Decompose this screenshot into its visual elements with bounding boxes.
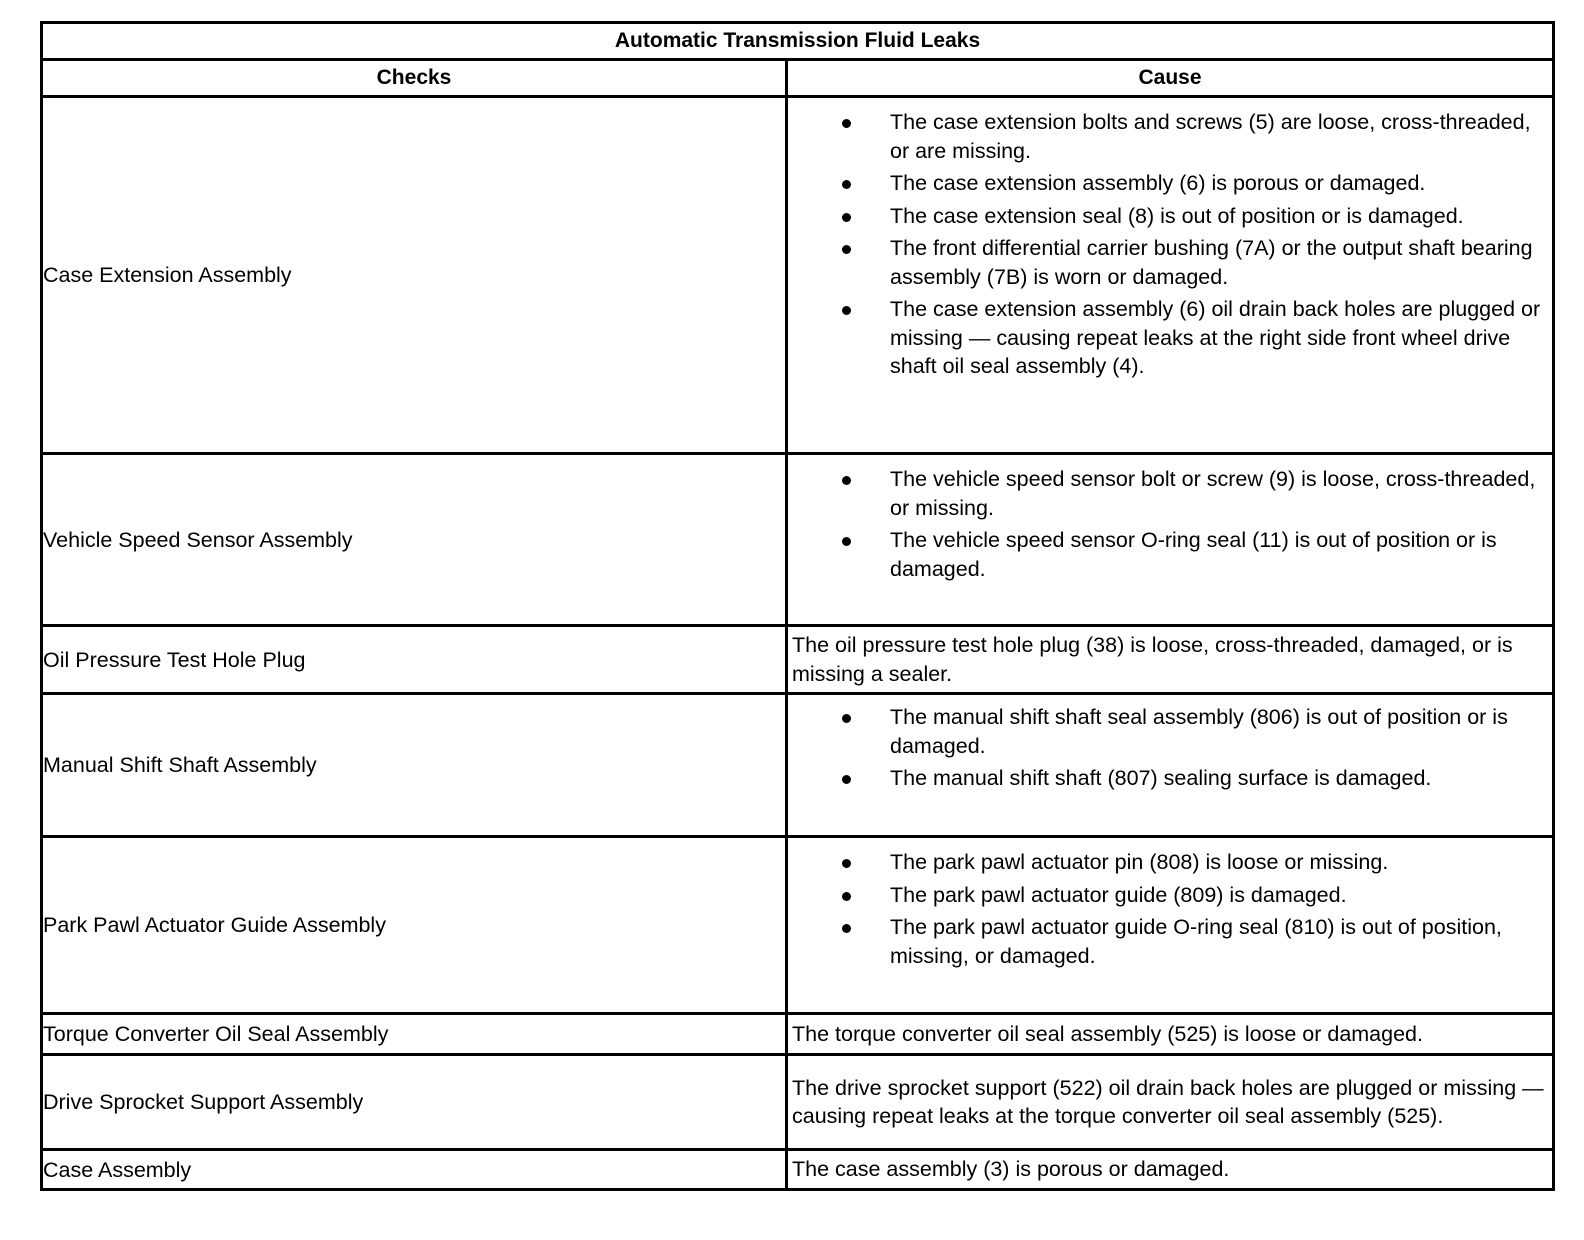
cause-item: The case extension bolts and screws (5) are loose, cross-threaded, or are missing. — [788, 108, 1552, 165]
bullet-icon — [842, 119, 851, 128]
fluid-leaks-table — [40, 21, 1555, 1191]
check-cell: Manual Shift Shaft Assembly — [42, 694, 787, 837]
table-title: Automatic Transmission Fluid Leaks — [42, 23, 1554, 60]
cause-cell: The case assembly (3) is porous or damaged. — [787, 1150, 1554, 1190]
cause-cell: The drive sprocket support (522) oil drain back holes are plugged or missing — causing repeat leaks at the torque converter oil seal assembly (525). — [787, 1055, 1554, 1150]
cause-item: The park pawl actuator guide O-ring seal (810) is out of position, missing, or damaged. — [788, 913, 1552, 970]
bullet-icon — [842, 714, 851, 723]
cause-item: The case extension seal (8) is out of position or is damaged. — [788, 202, 1552, 231]
table-row — [42, 454, 1554, 626]
check-cell: Drive Sprocket Support Assembly — [42, 1055, 787, 1150]
cause-item: The park pawl actuator guide (809) is damaged. — [788, 881, 1552, 910]
bullet-icon — [842, 892, 851, 901]
cause-list — [788, 703, 1552, 793]
column-header-checks: Checks — [42, 60, 787, 97]
cause-cell — [787, 694, 1554, 837]
bullet-icon — [842, 859, 851, 868]
cause-item: The manual shift shaft seal assembly (806) is out of position or is damaged. — [788, 703, 1552, 760]
cause-cell — [787, 97, 1554, 454]
bullet-icon — [842, 476, 851, 485]
bullet-icon — [842, 775, 851, 784]
column-header-cause: Cause — [787, 60, 1554, 97]
bullet-icon — [842, 245, 851, 254]
table-row — [42, 626, 1554, 694]
cause-cell: The oil pressure test hole plug (38) is loose, cross-threaded, damaged, or is missing a sealer. — [787, 626, 1554, 694]
cause-list — [788, 848, 1552, 970]
table-row — [42, 1150, 1554, 1190]
cause-item: The case extension assembly (6) is porous or damaged. — [788, 169, 1552, 198]
cause-list — [788, 108, 1552, 381]
cause-item: The vehicle speed sensor O-ring seal (11) is out of position or is damaged. — [788, 526, 1552, 583]
table-row — [42, 97, 1554, 454]
cause-cell — [787, 837, 1554, 1014]
table-row — [42, 837, 1554, 1014]
table-row — [42, 1014, 1554, 1055]
cause-cell — [787, 454, 1554, 626]
cause-list — [788, 465, 1552, 583]
bullet-icon — [842, 537, 851, 546]
check-cell: Park Pawl Actuator Guide Assembly — [42, 837, 787, 1014]
check-cell: Oil Pressure Test Hole Plug — [42, 626, 787, 694]
table-row — [42, 1055, 1554, 1150]
cause-item: The manual shift shaft (807) sealing surface is damaged. — [788, 764, 1552, 793]
check-cell: Case Assembly — [42, 1150, 787, 1190]
bullet-icon — [842, 213, 851, 222]
bullet-icon — [842, 180, 851, 189]
check-cell: Torque Converter Oil Seal Assembly — [42, 1014, 787, 1055]
table-row — [42, 694, 1554, 837]
cause-item: The vehicle speed sensor bolt or screw (9) is loose, cross-threaded, or missing. — [788, 465, 1552, 522]
cause-cell: The torque converter oil seal assembly (525) is loose or damaged. — [787, 1014, 1554, 1055]
cause-item: The park pawl actuator pin (808) is loose or missing. — [788, 848, 1552, 877]
bullet-icon — [842, 924, 851, 933]
cause-item: The case extension assembly (6) oil drain back holes are plugged or missing — causing repeat leaks at the right side front wheel drive shaft oil seal assembly (4). — [788, 295, 1552, 381]
check-cell: Case Extension Assembly — [42, 97, 787, 454]
bullet-icon — [842, 306, 851, 315]
cause-item: The front differential carrier bushing (7A) or the output shaft bearing assembly (7B) is worn or damaged. — [788, 234, 1552, 291]
check-cell: Vehicle Speed Sensor Assembly — [42, 454, 787, 626]
